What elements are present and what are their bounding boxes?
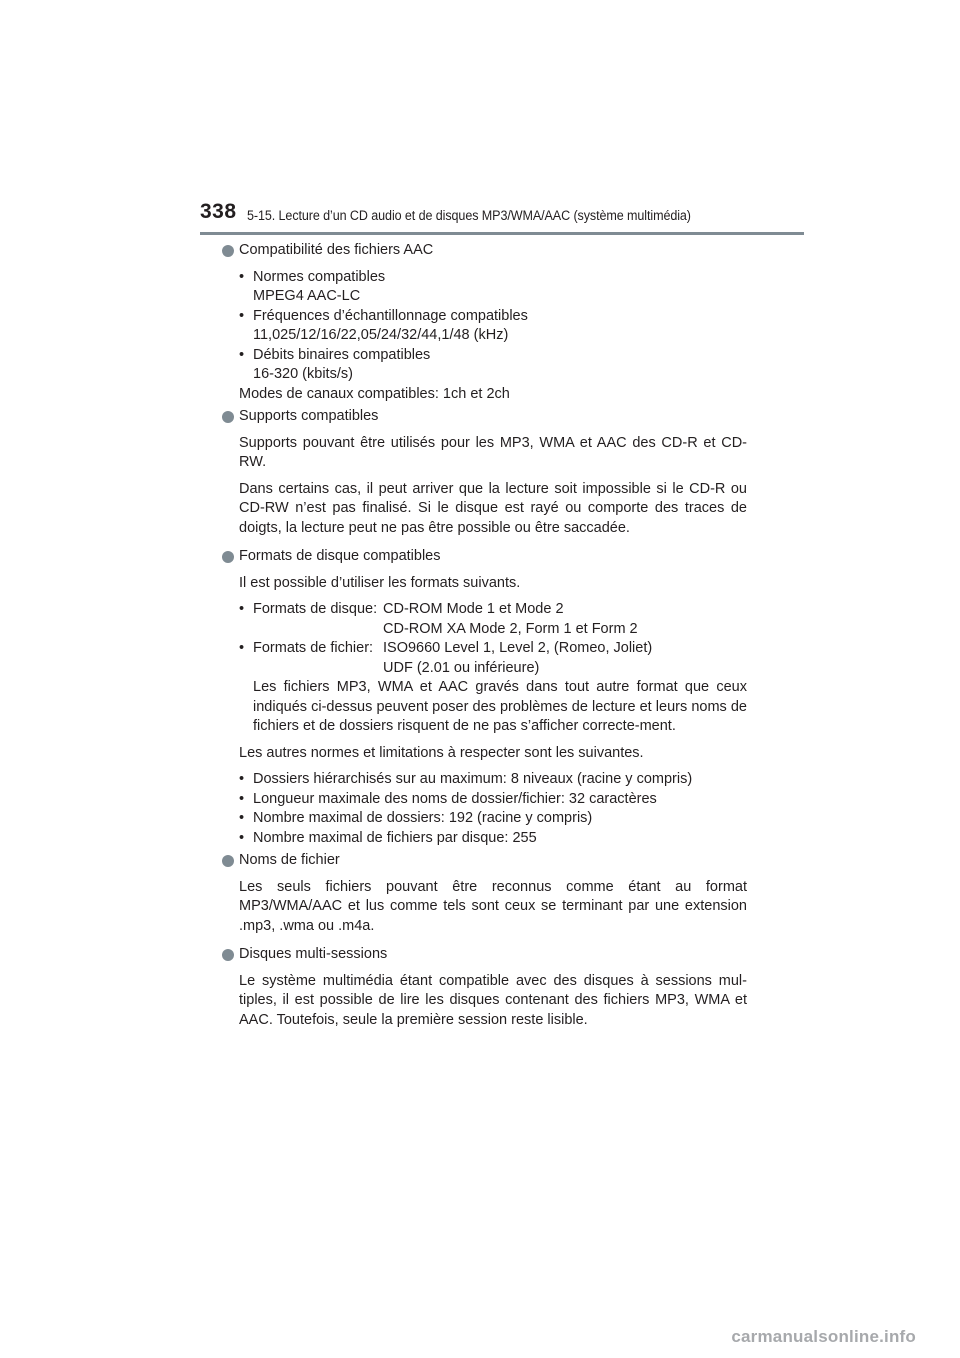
page-header: [0, 0, 960, 240]
paragraph: Il est possible d’utiliser les formats suivants.: [239, 574, 521, 591]
list-item: • Formats de disque: CD-ROM Mode 1 et Mode 2 CD-ROM XA Mode 2, Form 1 et Form 2: [239, 600, 747, 639]
aac-list: [239, 268, 747, 385]
chapter-title: 5-15. Lecture d’un CD audio et de disques MP3/WMA/AAC (système multimédia): [247, 208, 691, 223]
section-file-names: [222, 851, 747, 936]
section-media: [222, 407, 747, 538]
section-formats: [222, 547, 747, 848]
section-aac: [222, 241, 747, 404]
list-item: • Débits binaires compatibles 16-320 (kbits/s): [239, 346, 747, 385]
section-title: Compatibilité des fichiers AAC: [239, 242, 434, 258]
list-item: • Longueur maximale des noms de dossier/fichier: 32 caractères: [239, 790, 747, 810]
section-title: Formats de disque compatibles: [239, 548, 441, 564]
page-number: 338: [200, 200, 237, 223]
section-title: Supports compatibles: [239, 408, 379, 424]
list-item: • Normes compatibles MPEG4 AAC-LC: [239, 268, 747, 307]
limits-list: [239, 770, 747, 848]
list-item: • Formats de fichier: ISO9660 Level 1, Level 2, (Romeo, Joliet) UDF (2.01 ou inférieure) Les fichiers MP3, WMA et AAC gravés dans tout autre format que ceux indiqués ci-dessus peuvent poser des problèmes de lecture et leurs noms de fichiers et de dossiers risquent de ne pas s’afficher correcte-ment.: [239, 639, 747, 737]
format-note: Les fichiers MP3, WMA et AAC gravés dans tout autre format que ceux indiqués ci-dessus peuvent poser des problèmes de lecture et leurs noms de fichiers et de dossiers risquent de ne pas s’afficher correcte-ment.: [253, 679, 747, 734]
paragraph: Supports pouvant être utilisés pour les MP3, WMA et AAC des CD-R et CD-RW.: [239, 434, 747, 470]
section-multi-session: [222, 945, 747, 1030]
channels-text: Modes de canaux compatibles: 1ch et 2ch: [239, 385, 510, 402]
list-item: • Nombre maximal de dossiers: 192 (racine y compris): [239, 809, 747, 829]
format-list: [239, 600, 747, 737]
bullet-icon: [222, 411, 234, 423]
bullet-icon: [222, 551, 234, 563]
list-item: • Nombre maximal de fichiers par disque: 255: [239, 829, 747, 849]
paragraph: Les autres normes et limitations à respecter sont les suivantes.: [239, 744, 644, 761]
section-title: Disques multi-sessions: [239, 946, 388, 962]
header-rule: [200, 232, 804, 235]
paragraph: Dans certains cas, il peut arriver que la lecture soit impossible si le CD-R ou CD-RW n’est pas finalisé. Si le disque est rayé ou comporte des traces de doigts, la lecture peut ne pas être possible ou être saccadée.: [239, 480, 747, 536]
section-title: Noms de fichier: [239, 852, 340, 868]
bullet-icon: [222, 245, 234, 257]
bullet-icon: [222, 855, 234, 867]
paragraph: Le système multimédia étant compatible avec des disques à sessions mul-tiples, il est possible de lire les disques contenant des fichiers MP3, WMA et AAC. Toutefois, seule la première session reste lisible.: [239, 972, 747, 1028]
page-content: [222, 241, 747, 1033]
watermark: carmanualsonline.info: [731, 1327, 916, 1346]
list-item: • Fréquences d’échantillonnage compatibles 11,025/12/16/22,05/24/32/44,1/48 (kHz): [239, 307, 747, 346]
list-item: • Dossiers hiérarchisés sur au maximum: 8 niveaux (racine y compris): [239, 770, 747, 790]
paragraph: Les seuls fichiers pouvant être reconnus comme étant au format MP3/WMA/AAC et lus comme tels sont ceux se terminant par une extension .mp3, .wma ou .m4a.: [239, 878, 747, 934]
bullet-icon: [222, 949, 234, 961]
